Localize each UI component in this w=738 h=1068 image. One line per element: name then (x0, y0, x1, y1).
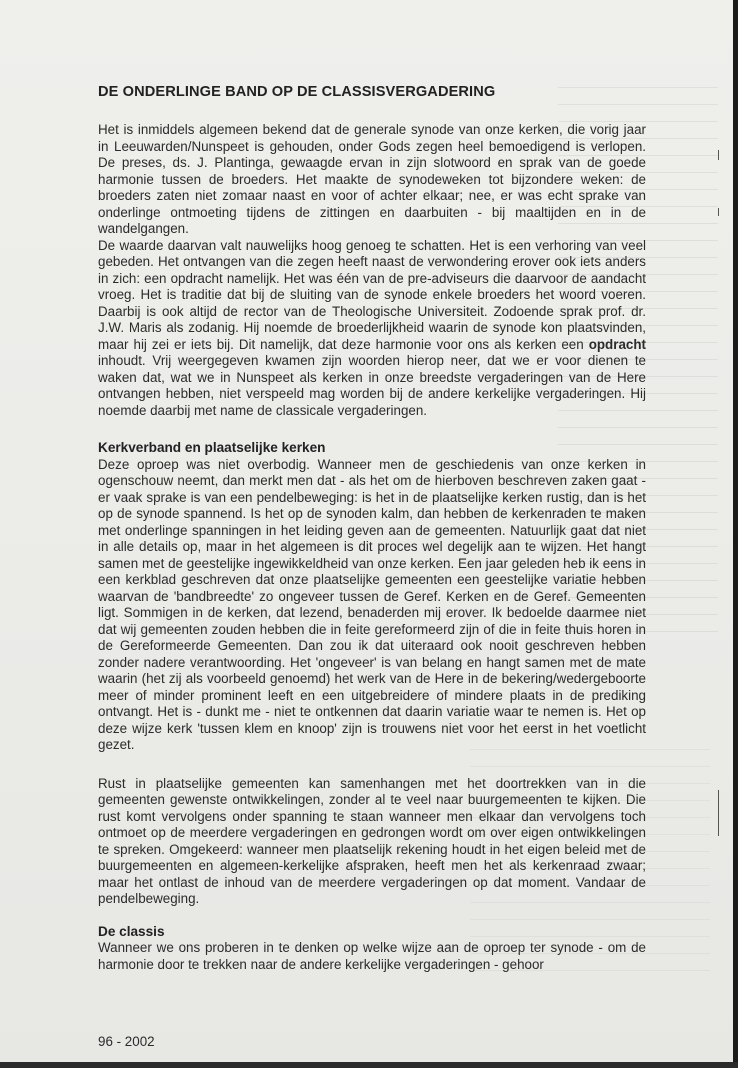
paragraph-rust: Rust in plaatselijke gemeenten kan samenhangen met het doortrekken van in die gemeenten gewenste ontwikkelingen, zonder al te veel naar buurgemeenten te kijken. Die rust komt vervolgens onder spanning te staan wanneer men elkaar dan vervolgens toch ontmoet op de meerdere vergaderingen en gedrongen wordt om over eigen ontwikkelingen te spreken. Omgekeerd: wanneer men plaatselijk rekening houdt in het eigen beleid met de buurgemeenten en algemeen-kerkelijke afspraken, heeft men het als kerkenraad zwaar; maar het ontlast de inhoud van de meerdere vergaderingen op dat moment. Vandaar de pendelbeweging. (98, 775, 646, 906)
paragraph-classis: Wanneer we ons proberen in te denken op welke wijze aan de oproep ter synode - om de harmonie door te trekken naar de andere kerkelijke vergaderingen - gehoor (98, 940, 646, 972)
scan-edge-right (733, 0, 738, 1068)
paragraph-pendelbeweging: Deze oproep was niet overbodig. Wanneer men de geschiedenis van onze kerken in ogenschouw neemt, dan merkt men dat - als het om de hierboven beschreven zaken gaat - er vaak sprake is van een pendelbeweging: is het in de plaatselijke kerken rustig, dan is het op de synode spannend. Is het op de synoden kalm, dan hebben de kerkenraden te maken met onderlinge spanningen in het leiding geven aan de gemeenten. Natuurlijk gaat dat niet in alle details op, maar in het algemeen is dit proces wel degelijk aan te wijzen. Het hangt samen met de geestelijke ingewikkeldheid van onze kerken. Een jaar geleden heb ik eens in een kerkblad geschreven dat onze plaatselijke gemeenten een geestelijke variatie hebben waarvan de 'bandbreedte' zo ongeveer tussen de Geref. Kerken en de Geref. Gemeenten ligt. Sommigen in de kerken, dat lezend, benaderden mij erover. Ik bedoelde daarmee niet dat wij gemeenten zouden hebben die in feite gereformeerd zijn of die in feite thuis horen in de Gereformeerde Gemeenten. Dan zou ik dat uiteraard ook nooit geschreven hebben zonder nadere verantwoording. Het 'ongeveer' is van belang en hangt samen met de mate waarin (het zij als voorbeeld genoemd) het werk van de Here in de bekering/wedergeboorte meer of minder prominent leeft en een uitgebreidere of mindere plaats in de prediking ontvangt. Het is - dunkt me - niet te ontkennen dat daarin variatie waar te nemen is. Het op deze wijze kerk 'tussen klem en knoop' zijn is trouwens niet voor het eerst in het voetlicht gezet. (98, 456, 646, 752)
paragraph-opdracht (98, 238, 646, 420)
article (98, 84, 646, 973)
page-number: 96 - 2002 (98, 1034, 155, 1049)
paragraph-text: De waarde daarvan valt nauwelijks hoog genoeg te schatten. Het is een verhoring van veel gebeden. Het ontvangen van die zegen heeft naast de verwondering erover ook iets anders in zich: een opdracht namelijk. Het was één van de pre-adviseurs die daarvoor de aandacht vroeg. Het is traditie dat bij de sluiting van de synode enkele broeders het woord voeren. Daarbij is ook altijd de rector van de Theologische Universiteit. Zodoende sprak prof. dr. J.W. Maris als zodanig. Hij noemde de broederlijkheid waarin de synode kon plaatsvinden, maar hij zei er iets bij. Dit namelijk, dat deze harmonie voor ons als kerken een (98, 237, 646, 352)
margin-mark (718, 208, 719, 216)
emphasis-opdracht: opdracht (588, 336, 646, 352)
section-heading-classis: De classis (98, 923, 165, 939)
margin-mark (718, 790, 719, 836)
article-title: DE ONDERLINGE BAND OP DE CLASSISVERGADERING (98, 84, 496, 100)
scan-edge-bottom (0, 1062, 738, 1068)
section-heading-kerkverband: Kerkverband en plaatselijke kerken (98, 440, 326, 455)
paragraph-intro: Het is inmiddels algemeen bekend dat de generale synode van onze kerken, die vorig jaar in Leeuwarden/Nunspeet is gehouden, onder Gods zegen heel bemoedigend is verlopen. De preses, ds. J. Plantinga, gewaagde ervan in zijn slotwoord en sprak van de goede harmonie tussen de broeders. Het maakte de synodeweken tot bijzondere weken: de broeders zaten niet zomaar naast en voor of achter elkaar; nee, er was echt sprake van onderlinge ontmoeting tijdens de zittingen en daarbuiten - bij maaltijden en in de wandelgangen. (98, 122, 646, 236)
paragraph-text: inhoudt. Vrij weergegeven kwamen zijn woorden hierop neer, dat we er voor dienen te waken dat, wat we in Nunspeet als kerken in onze breedste vergaderingen van de Here ontvangen hebben, niet verspeeld mag worden bij de andere kerkelijke vergaderingen. Hij noemde daarbij met name de classicale vergaderingen. (98, 353, 646, 418)
margin-mark (718, 150, 719, 160)
